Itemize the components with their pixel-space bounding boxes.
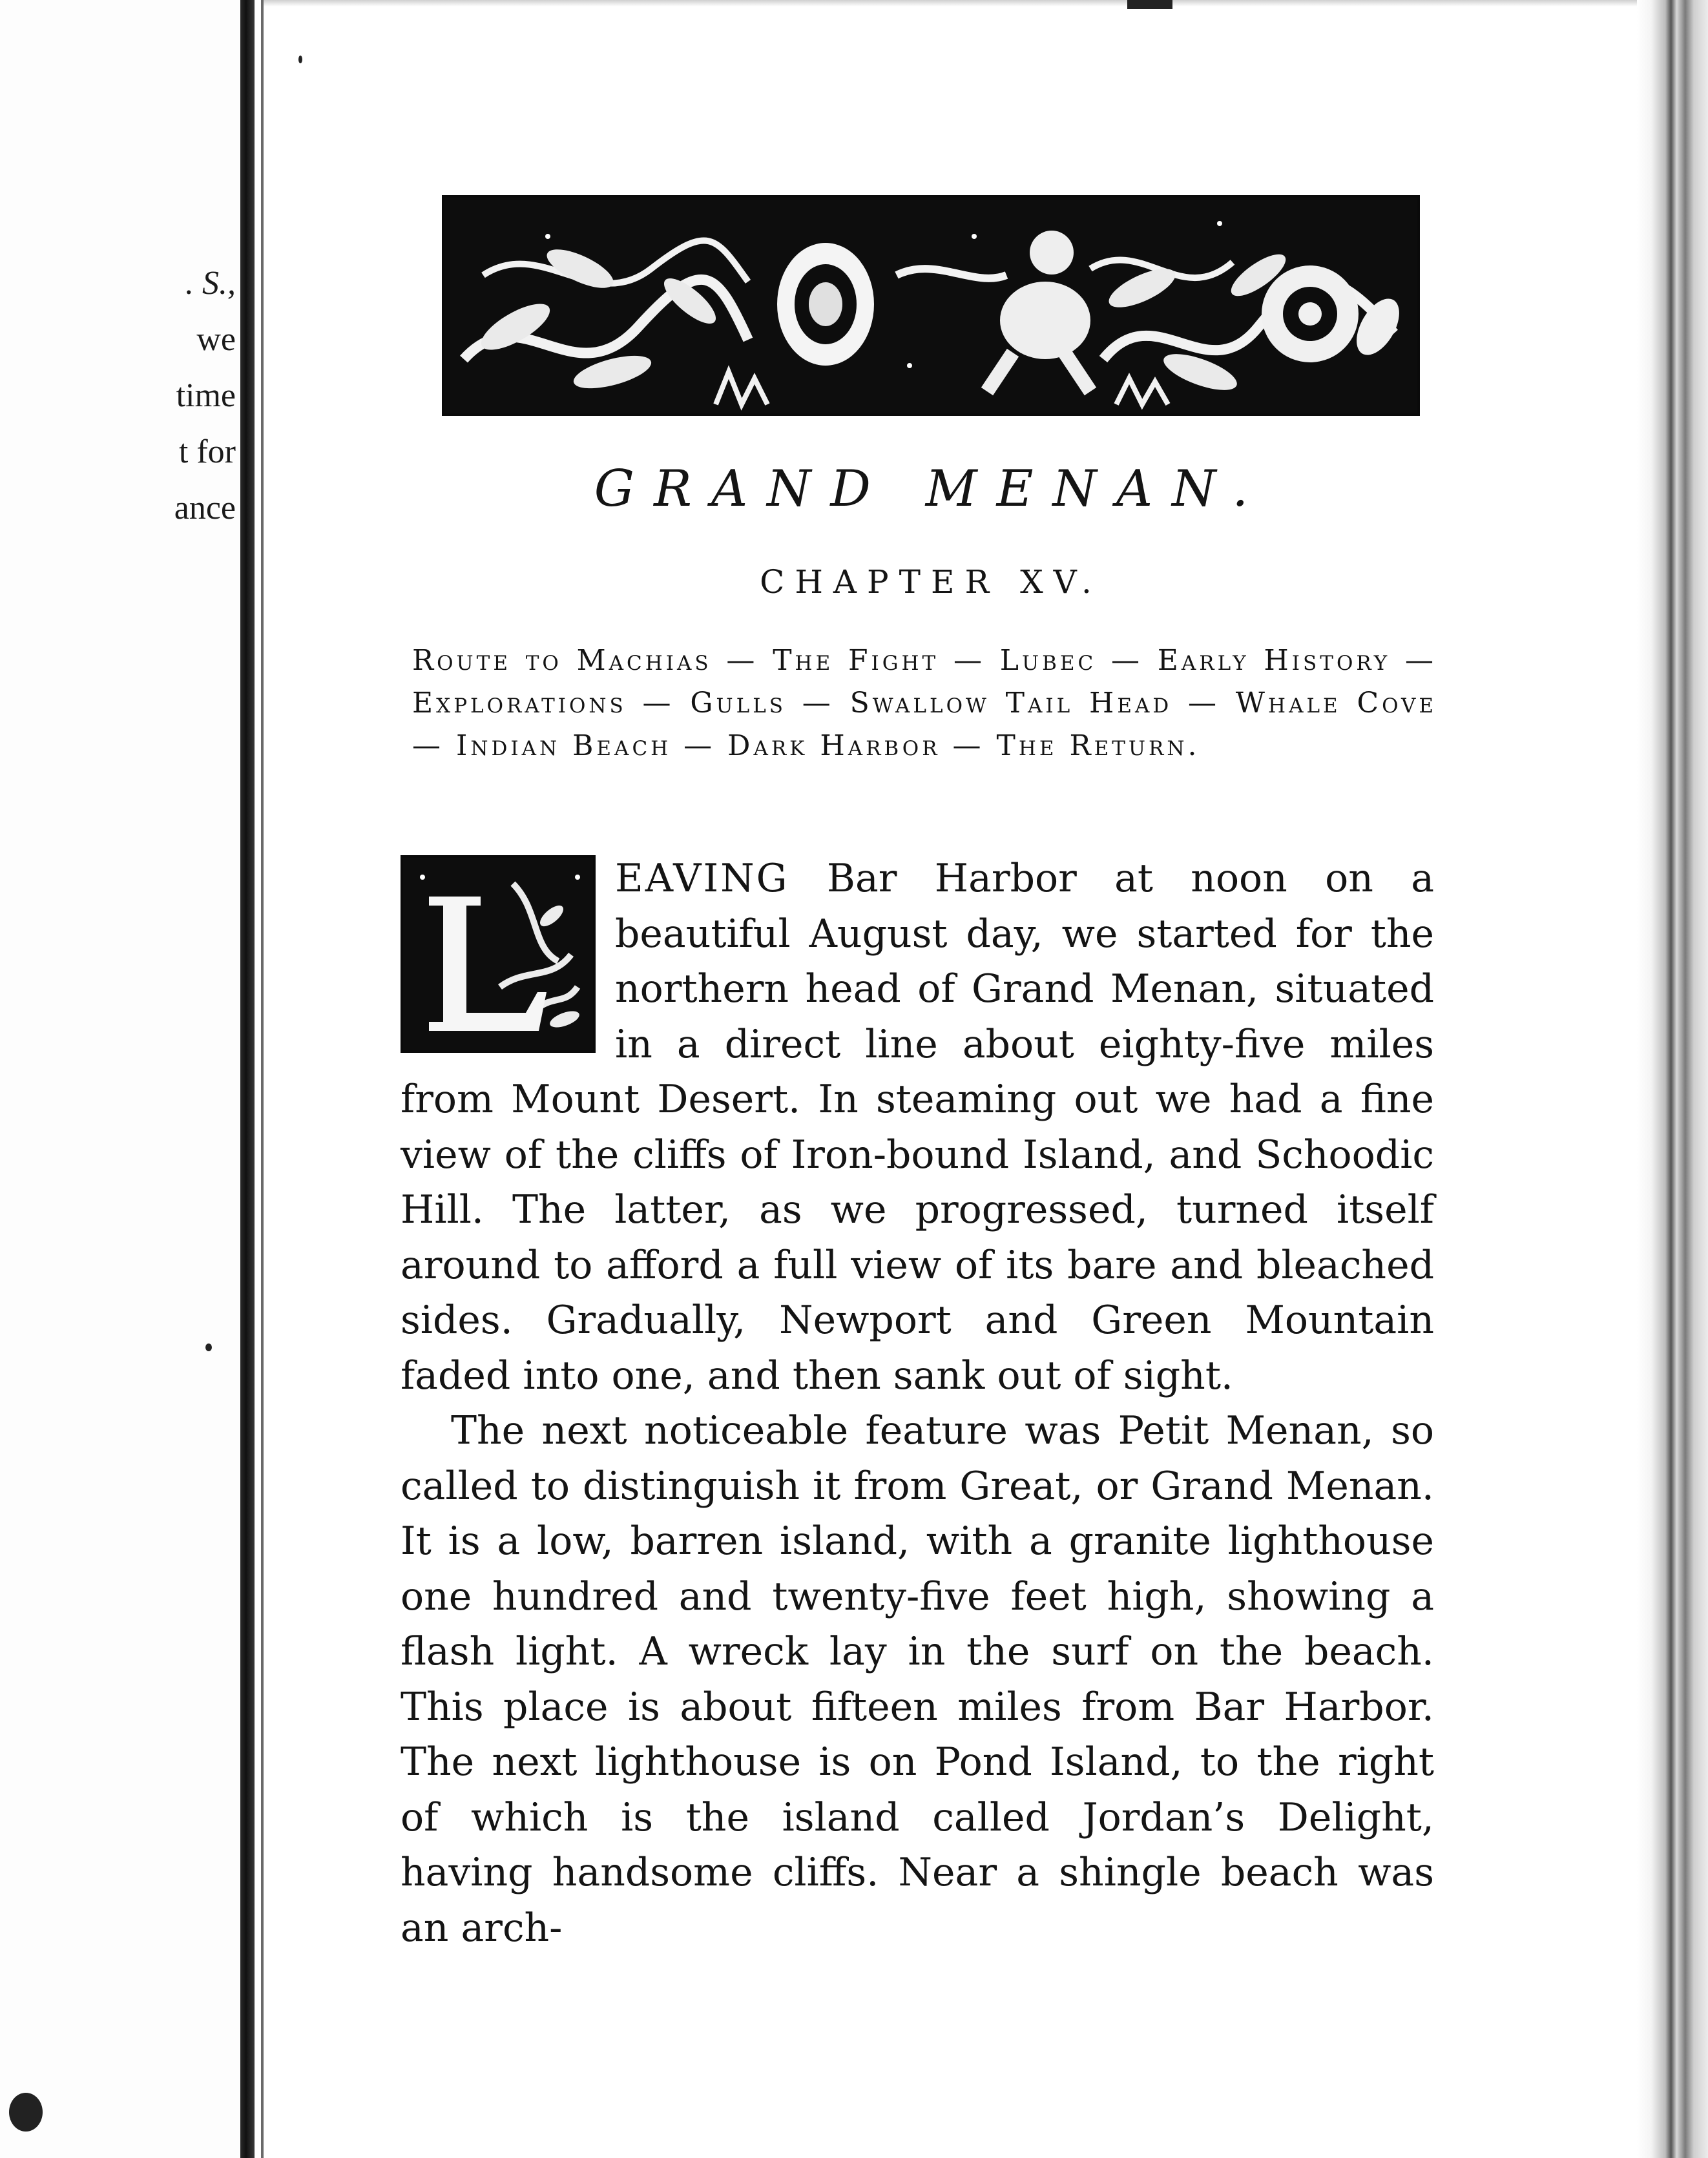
book-gutter: [240, 0, 255, 2158]
left-fragment-line: t for: [178, 433, 236, 470]
body-text: [401, 851, 1434, 1956]
ornament-foliage-icon: [444, 198, 1417, 413]
dropcap-letter-icon: [403, 858, 593, 1050]
chapter-title: GRAND MENAN.: [594, 460, 1268, 518]
left-facing-page: [0, 0, 242, 2158]
right-page-edges: [1637, 0, 1708, 2158]
paragraph: [401, 851, 1434, 1404]
header-ornament: [442, 195, 1420, 416]
paragraph-1-text: Bar Harbor at noon on a beautiful August day, we started for the northern head of Grand Menan, situated in a direct line about eighty-five miles from Mount Desert. In steaming out we had a fine view of the cliffs of Iron-bound Island, and Schoodic Hill. The latter, as we progressed, turned itself around to afford a full view of its bare and bleached sides. Gradually, Newport and Green Mountain faded into one, and then sank out of sight.: [401, 856, 1434, 1398]
left-fragment-line: ance: [174, 490, 236, 526]
left-fragment-line: time: [176, 377, 236, 414]
scan-blot: [9, 2093, 43, 2132]
dropcap-ornament: [401, 855, 596, 1053]
chapter-number: CHAPTER XV.: [760, 563, 1102, 601]
gutter-edge: [261, 0, 264, 2158]
first-word: EAVING: [615, 856, 789, 901]
left-page-text-fragments: [107, 255, 236, 536]
scan-speck: [205, 1344, 212, 1351]
left-fragment-line: . S.,: [185, 265, 236, 302]
book-page: [266, 0, 1637, 2158]
paragraph: The next noticeable feature was Petit Menan, so called to distinguish it from Great, or Grand Menan. It is a low, barren island, with a granite lighthouse one hundred and twenty-five feet high, showing a flash light. A wreck lay in the surf on the beach. This place is about fifteen miles from Bar Harbor. The next lighthouse is on Pond Island, to the right of which is the island called Jordan’s Delight, having handsome cliffs. Near a shingle beach was an arch-: [401, 1408, 1434, 1951]
left-fragment-line: we: [196, 321, 236, 358]
chapter-summary: Route to Machias — The Fight — Lubec — Early History — Explorations — Gulls — Swallow Tail Head — Whale Cove — Indian Beach — Dark Harbor — The Return.: [412, 644, 1437, 762]
